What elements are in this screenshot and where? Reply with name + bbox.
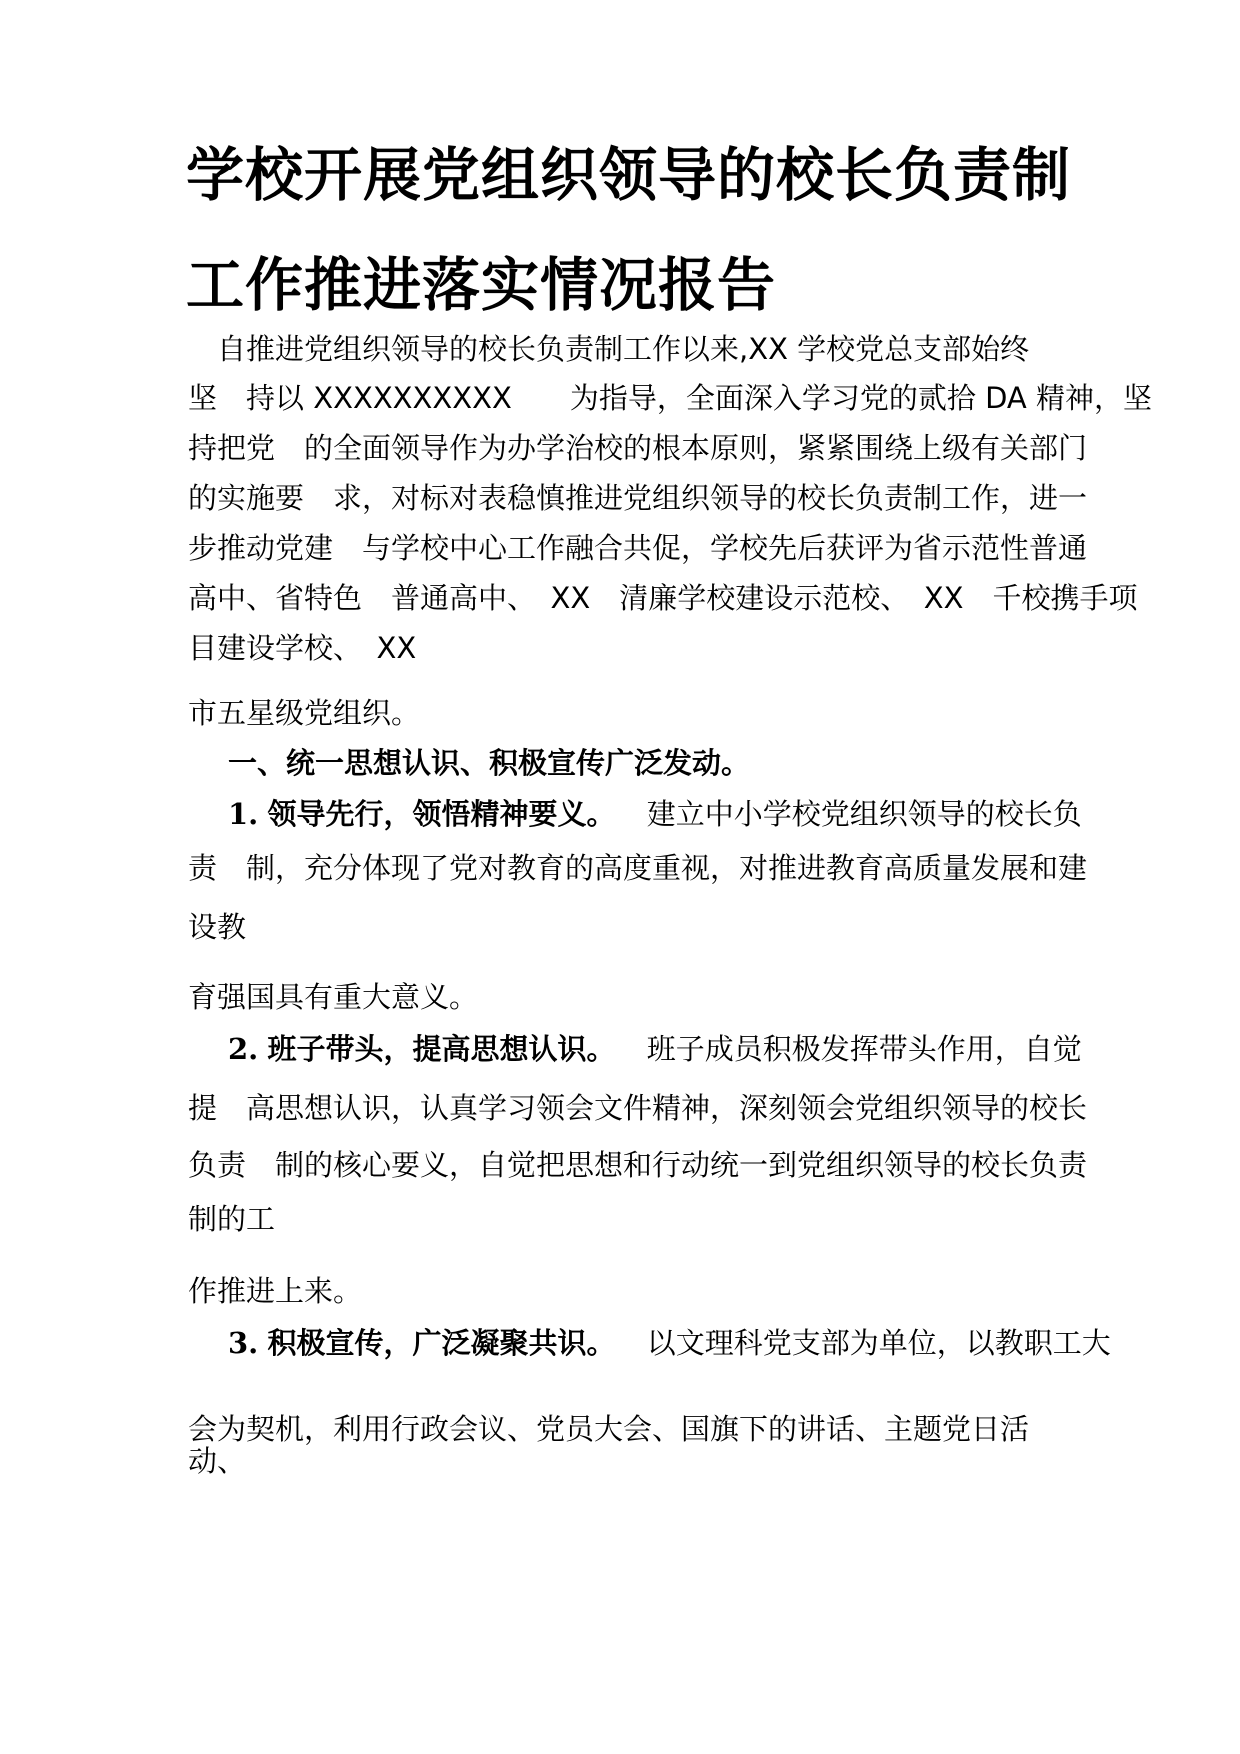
item-text-line: 会为契机，利用行政会议、党员大会、国旗下的讲话、主题党日活 — [188, 1412, 1030, 1446]
item-text-line: 育强国具有重大意义。 — [188, 980, 479, 1014]
item-text: 以文理科党支部为单位，以教职工大 — [646, 1326, 1111, 1360]
item-lead: 领导先行，领悟精神要义。 — [267, 797, 616, 831]
intro-line: 高中、省特色 普通高中、 XX 清廉学校建设示范校、 XX 千校携手项 — [188, 581, 1138, 615]
intro-line: 持把党 的全面领导作为办学治校的根本原则，紧紧围绕上级有关部门 — [188, 431, 1088, 465]
item-text-line: 制的工 — [188, 1202, 276, 1236]
item-lead: 班子带头，提高思想认识。 — [267, 1032, 616, 1066]
item-text-line: 责 制，充分体现了党对教育的高度重视，对推进教育高质量发展和建 — [188, 851, 1088, 885]
intro-line: 步推动党建 与学校中心工作融合共促，学校先后获评为省示范性普通 — [188, 531, 1088, 565]
list-item-first-line — [228, 1032, 1082, 1066]
document-title-line-1: 学校开展党组织领导的校长负责制 — [186, 141, 1072, 209]
item-text-line: 设教 — [188, 910, 247, 944]
section-heading: 一、统一思想认识、积极宣传广泛发动。 — [228, 746, 751, 780]
item-text: 班子成员积极发挥带头作用，自觉 — [646, 1032, 1082, 1066]
intro-line: 自推进党组织领导的校长负责制工作以来,XX 学校党总支部始终 — [188, 332, 1030, 366]
list-item-first-line — [228, 797, 1082, 831]
item-text-line: 负责 制的核心要义，自觉把思想和行动统一到党组织领导的校长负责 — [188, 1148, 1088, 1182]
item-number: 2. — [228, 1032, 259, 1066]
document-title-line-2: 工作推进落实情况报告 — [186, 251, 777, 319]
intro-line: 的实施要 求，对标对表稳慎推进党组织领导的校长负责制工作，进一 — [188, 481, 1088, 515]
item-text-line: 动、 — [188, 1444, 247, 1478]
intro-line: 市五星级党组织。 — [188, 696, 421, 730]
intro-line: 目建设学校、 XX — [188, 631, 417, 665]
item-number: 3. — [228, 1326, 259, 1360]
item-number: 1. — [228, 797, 259, 831]
item-text-line: 提 高思想认识，认真学习领会文件精神，深刻领会党组织领导的校长 — [188, 1091, 1088, 1125]
list-item-first-line — [228, 1326, 1111, 1360]
item-lead: 积极宣传，广泛凝聚共识。 — [267, 1326, 616, 1360]
item-text-line: 作推进上来。 — [188, 1274, 363, 1308]
item-text: 建立中小学校党组织领导的校长负 — [646, 797, 1082, 831]
intro-line: 坚 持以 XXXXXXXXXX 为指导，全面深入学习党的贰拾 DA 精神，坚 — [188, 381, 1152, 415]
